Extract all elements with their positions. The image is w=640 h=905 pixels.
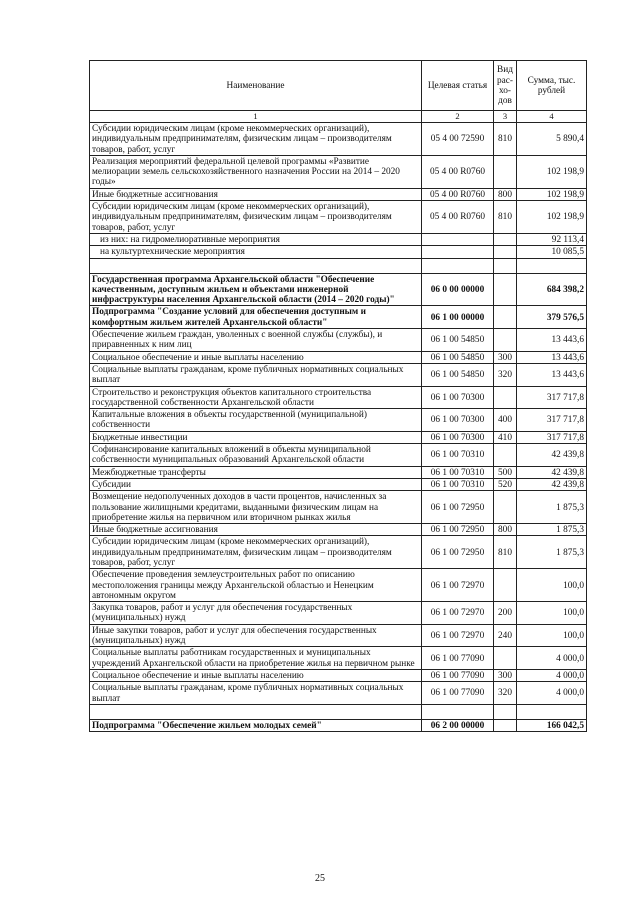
spacer-row — [90, 258, 587, 273]
header-vid: Вид рас-хо-дов — [494, 61, 517, 111]
table-row — [90, 536, 587, 569]
cell-name: Строительство и реконструкция объектов капитального строительства государственной собственности Архангельской области — [90, 386, 422, 409]
table-row — [90, 329, 587, 352]
table-row — [90, 351, 587, 363]
cell-vid — [494, 306, 517, 329]
table-row — [90, 602, 587, 625]
table-row — [90, 246, 587, 258]
cell-sum: 13 443,6 — [517, 363, 587, 386]
cell-sum: 102 198,9 — [517, 188, 587, 200]
cell-vid: 810 — [494, 536, 517, 569]
cell-code: 06 0 00 00000 — [422, 273, 494, 306]
page-number: 25 — [315, 873, 325, 884]
cell-sum: 42 439,8 — [517, 466, 587, 478]
cell-vid: 200 — [494, 602, 517, 625]
cell-vid — [494, 233, 517, 245]
cell-name: Субсидии — [90, 478, 422, 490]
cell-sum: 379 576,5 — [517, 306, 587, 329]
cell-vid: 500 — [494, 466, 517, 478]
cell-vid — [494, 258, 517, 273]
cell-code: 05 4 00 R0760 — [422, 201, 494, 234]
cell-name: Субсидии юридическим лицам (кроме некоммерческих организаций), индивидуальным предпринимателям, физическим лицам – производителям товаров, работ, услуг — [90, 536, 422, 569]
cell-code: 06 1 00 72950 — [422, 491, 494, 524]
cell-code: 06 1 00 77090 — [422, 669, 494, 681]
table-row — [90, 624, 587, 647]
cell-name: Социальные выплаты работникам государственных и муниципальных учреждений Архангельской области на приобретение жилья на первичном рынке — [90, 647, 422, 670]
table-row — [90, 386, 587, 409]
cell-code: 06 1 00 70300 — [422, 409, 494, 432]
cell-sum: 100,0 — [517, 624, 587, 647]
cell-sum: 317 717,8 — [517, 409, 587, 432]
cell-code: 06 1 00 70310 — [422, 444, 494, 467]
table-row — [90, 431, 587, 443]
cell-code: 06 1 00 70300 — [422, 431, 494, 443]
cell-code: 06 1 00 72950 — [422, 524, 494, 536]
table-row — [90, 188, 587, 200]
table-row — [90, 478, 587, 490]
table-row — [90, 233, 587, 245]
header-sum: Сумма, тыс. рублей — [517, 61, 587, 111]
cell-name: Бюджетные инвестиции — [90, 431, 422, 443]
cell-sum: 102 198,9 — [517, 155, 587, 188]
cell-name: Реализация мероприятий федеральной целевой программы «Развитие мелиорации земель сельскохозяйственного назначения России на 2014 – 2020 годы» — [90, 155, 422, 188]
cell-code: 05 4 00 R0760 — [422, 155, 494, 188]
table-header-row — [90, 61, 587, 111]
cell-vid: 520 — [494, 478, 517, 490]
cell-sum: 13 443,6 — [517, 329, 587, 352]
cell-code: 06 1 00 77090 — [422, 647, 494, 670]
cell-vid: 410 — [494, 431, 517, 443]
cell-sum: 1 875,3 — [517, 491, 587, 524]
cell-vid — [494, 719, 517, 731]
cell-code: 06 2 00 00000 — [422, 719, 494, 731]
cell-code: 06 1 00 72970 — [422, 569, 494, 602]
table-row — [90, 669, 587, 681]
cell-sum: 317 717,8 — [517, 386, 587, 409]
cell-vid: 240 — [494, 624, 517, 647]
cell-name: Софинансирование капитальных вложений в объекты муниципальной собственности муниципальных образований Архангельской области — [90, 444, 422, 467]
cell-vid — [494, 491, 517, 524]
cell-sum: 100,0 — [517, 569, 587, 602]
cell-vid — [494, 329, 517, 352]
cell-sum: 42 439,8 — [517, 444, 587, 467]
cell-sum: 13 443,6 — [517, 351, 587, 363]
table-row — [90, 444, 587, 467]
cell-name: Закупка товаров, работ и услуг для обеспечения государственных (муниципальных) нужд — [90, 602, 422, 625]
cell-vid — [494, 246, 517, 258]
cell-name: Капитальные вложения в объекты государственной (муниципальной) собственности — [90, 409, 422, 432]
cell-sum: 5 890,4 — [517, 123, 587, 156]
table-row — [90, 682, 587, 705]
cell-sum: 102 198,9 — [517, 201, 587, 234]
cell-vid — [494, 647, 517, 670]
table-row — [90, 273, 587, 306]
cell-code: 06 1 00 72970 — [422, 602, 494, 625]
column-number: 2 — [422, 111, 494, 123]
table-row — [90, 524, 587, 536]
column-number: 1 — [90, 111, 422, 123]
cell-vid: 320 — [494, 682, 517, 705]
cell-code — [422, 246, 494, 258]
cell-name: Иные бюджетные ассигнования — [90, 524, 422, 536]
cell-vid: 320 — [494, 363, 517, 386]
table-row — [90, 306, 587, 329]
cell-name: из них: на гидромелиоративные мероприятия — [90, 233, 422, 245]
cell-vid: 800 — [494, 188, 517, 200]
cell-name: Государственная программа Архангельской области "Обеспечение качественным, доступным жильем и объектами инженерной инфраструктуры населения Архангельской области (2014 – 2020 годы)" — [90, 273, 422, 306]
table-row — [90, 123, 587, 156]
table-row — [90, 491, 587, 524]
column-number: 4 — [517, 111, 587, 123]
cell-name: Социальное обеспечение и иные выплаты населению — [90, 669, 422, 681]
cell-name — [90, 258, 422, 273]
cell-name: Подпрограмма "Создание условий для обеспечения доступным и комфортным жильем жителей Архангельской области" — [90, 306, 422, 329]
header-code: Целевая статья — [422, 61, 494, 111]
cell-sum: 42 439,8 — [517, 478, 587, 490]
budget-table — [89, 60, 587, 732]
cell-sum: 4 000,0 — [517, 682, 587, 705]
cell-code: 06 1 00 54850 — [422, 351, 494, 363]
cell-code — [422, 704, 494, 719]
cell-vid: 810 — [494, 123, 517, 156]
table-row — [90, 569, 587, 602]
cell-sum: 166 042,5 — [517, 719, 587, 731]
cell-name — [90, 704, 422, 719]
cell-name: Возмещение недополученных доходов в части процентов, начисленных за пользование жилищными кредитами, выданными физическим лицам на приобретение жилья на первичном или вторичном рынках жилья — [90, 491, 422, 524]
table-row — [90, 201, 587, 234]
cell-sum: 317 717,8 — [517, 431, 587, 443]
cell-vid — [494, 704, 517, 719]
cell-name: Подпрограмма "Обеспечение жильем молодых семей" — [90, 719, 422, 731]
column-number: 3 — [494, 111, 517, 123]
cell-name: Социальные выплаты гражданам, кроме публичных нормативных социальных выплат — [90, 682, 422, 705]
cell-code: 06 1 00 70300 — [422, 386, 494, 409]
cell-code: 06 1 00 77090 — [422, 682, 494, 705]
cell-code: 05 4 00 72590 — [422, 123, 494, 156]
column-number-row — [90, 111, 587, 123]
cell-sum — [517, 704, 587, 719]
table-row — [90, 719, 587, 731]
cell-sum: 1 875,3 — [517, 536, 587, 569]
cell-sum: 4 000,0 — [517, 669, 587, 681]
cell-name: Обеспечение проведения землеустроительных работ по описанию местоположения границы между Архангельской областью и Ненецким автономным округом — [90, 569, 422, 602]
cell-name: Субсидии юридическим лицам (кроме некоммерческих организаций), индивидуальным предпринимателям, физическим лицам – производителям товаров, работ, услуг — [90, 201, 422, 234]
table-row — [90, 647, 587, 670]
cell-name: Социальные выплаты гражданам, кроме публичных нормативных социальных выплат — [90, 363, 422, 386]
cell-vid: 300 — [494, 351, 517, 363]
budget-table-body — [90, 61, 587, 732]
table-row — [90, 466, 587, 478]
cell-name: Обеспечение жильем граждан, уволенных с военной службы (службы), и приравненных к ним лиц — [90, 329, 422, 352]
table-row — [90, 409, 587, 432]
cell-vid: 800 — [494, 524, 517, 536]
cell-name: Субсидии юридическим лицам (кроме некоммерческих организаций), индивидуальным предпринимателям, физическим лицам – производителям товаров, работ, услуг — [90, 123, 422, 156]
cell-sum — [517, 258, 587, 273]
cell-vid — [494, 155, 517, 188]
cell-code: 06 1 00 70310 — [422, 478, 494, 490]
cell-vid — [494, 273, 517, 306]
cell-sum: 4 000,0 — [517, 647, 587, 670]
spacer-row — [90, 704, 587, 719]
cell-code: 06 1 00 72950 — [422, 536, 494, 569]
cell-code — [422, 258, 494, 273]
header-name: Наименование — [90, 61, 422, 111]
cell-vid — [494, 444, 517, 467]
cell-vid: 300 — [494, 669, 517, 681]
cell-code: 05 4 00 R0760 — [422, 188, 494, 200]
cell-code: 06 1 00 54850 — [422, 329, 494, 352]
cell-name: Иные бюджетные ассигнования — [90, 188, 422, 200]
cell-sum: 100,0 — [517, 602, 587, 625]
cell-sum: 92 113,4 — [517, 233, 587, 245]
cell-code: 06 1 00 72970 — [422, 624, 494, 647]
table-row — [90, 363, 587, 386]
cell-code: 06 1 00 70310 — [422, 466, 494, 478]
cell-code — [422, 233, 494, 245]
cell-vid — [494, 569, 517, 602]
cell-sum: 1 875,3 — [517, 524, 587, 536]
cell-name: Иные закупки товаров, работ и услуг для обеспечения государственных (муниципальных) нужд — [90, 624, 422, 647]
cell-name: на культуртехнические мероприятия — [90, 246, 422, 258]
cell-sum: 10 085,5 — [517, 246, 587, 258]
table-row — [90, 155, 587, 188]
cell-vid: 400 — [494, 409, 517, 432]
cell-vid: 810 — [494, 201, 517, 234]
cell-vid — [494, 386, 517, 409]
cell-name: Социальное обеспечение и иные выплаты населению — [90, 351, 422, 363]
cell-code: 06 1 00 54850 — [422, 363, 494, 386]
cell-code: 06 1 00 00000 — [422, 306, 494, 329]
cell-name: Межбюджетные трансферты — [90, 466, 422, 478]
cell-sum: 684 398,2 — [517, 273, 587, 306]
